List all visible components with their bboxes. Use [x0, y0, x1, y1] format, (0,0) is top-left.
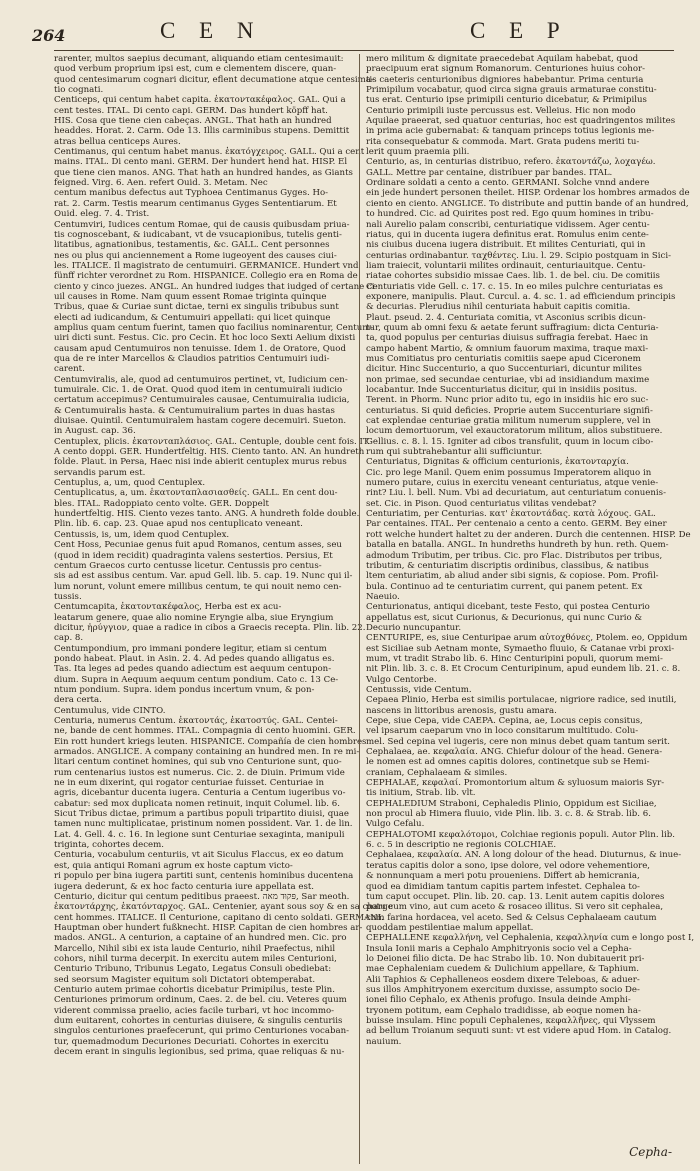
text-line: lum norunt, volunt emere millibus centum, te qui nouit nemo cen- — [54, 581, 342, 592]
text-line: dium. Supra in Aequum aequum centum pondium. Cato c. 13 Ce- — [54, 674, 339, 685]
text-line: nis ciuibus ducena iugera distribuit. Et milites Centuriati, qui in — [366, 240, 646, 251]
text-line: decem erant in singulis legionibus, sed prima, quae reliquas & nu- — [54, 1047, 345, 1057]
text-line: amplius quam centum fuerint, tamen quo facilius nominarentur, Centum- — [54, 322, 374, 333]
text-line: buisse insulam. Hinc populi Cephalenes, κεφαλλῆνες, qui Vlyssem — [366, 1015, 656, 1026]
text-line: CEPHALEDIUM Straboni, Cephaledis Plinio, Oppidum est Siciliae, — [366, 798, 657, 809]
text-line: CEPHALOTOMI κεφαλότομοι, Colchiae regionis populi. Autor Plin. lib. — [366, 829, 676, 840]
text-line: appellatus est, sicut Curionus, & Decurionus, qui nunc Curio & — [366, 612, 643, 623]
text-line: riatae cohortes subsidio missae Caes. lib. 1. de bel. ciu. De comitiis — [366, 271, 660, 282]
text-line: ri populo per bina iugera partiti sunt, centenis hominibus ducentena — [54, 871, 354, 882]
text-line: Naeuio. — [366, 591, 400, 602]
text-line: Centumulus, vide CINTO. — [54, 705, 166, 716]
column-divider — [359, 54, 360, 1164]
text-line: non primae, sed secundae centuriae, vbi ad insidiandum maxime — [366, 374, 650, 385]
text-line: Centurio, dicitur qui centum peditibus praeest. פּקוּד מאה, Sar meoth. — [54, 891, 350, 902]
text-line: headdes. Horat. 2. Carm. Ode 13. Illis carminibus stupens. Demittit — [54, 126, 350, 137]
text-line: carent. — [54, 364, 85, 375]
text-line: HIS. Cosa que tiene cien cabeças. ANGL. That hath an hundred — [54, 116, 332, 127]
text-line: nali Aurelio palam conscribi, centuriatique vidissem. Ager centu- — [366, 219, 650, 230]
text-line: rarenter, multos saepius decumant, aliquando etiam centesimauit: — [54, 54, 344, 64]
text-line: Centumcapita, ἑκατοντακέφαλος, Herba est ex acu- — [54, 602, 282, 613]
text-line: craniam, Cephalaeam & similes. — [366, 767, 508, 778]
text-line: Plin. lib. 6. cap. 23. Quae apud nos centuplicato veneant. — [54, 519, 303, 530]
text-line: ta, quod populus per centurias diuisus suffragia ferebat. Haec in — [366, 333, 649, 344]
text-line: Marcello, Nihil sibi ex ista laude Centurio, nihil Praefectus, nihil — [54, 943, 336, 954]
text-line: dicitur, ἠρύγγιον, quae a radice in cibos a Graecis recepta. Plin. lib. 22. — [54, 622, 366, 633]
text-line: bula. Continuo ad te centuriatim current, qui panem petent. Ex — [366, 581, 643, 592]
text-line: tryonem potitum, eam Cephalo tradidisse, ab eoque nomen ha- — [366, 1005, 641, 1016]
text-line: nauium. — [366, 1036, 402, 1047]
text-line: Plaut. pseud. 2. 4. Centuriata comitia, vt Asconius scribis dicun- — [366, 312, 646, 323]
text-line: mus Comitiatus pro centuriatis comitiis saepe apud Ciceronem — [366, 353, 641, 364]
text-line: Primipilum vocabatur, quod circa signa grauis armaturae constitu- — [366, 85, 657, 96]
text-line: tumuirale. Cic. 1. de Orat. Quod quod item in centumuirali iudicio — [54, 385, 343, 395]
text-line: Aquilae praeerat, sed quatuor centurias, hoc est quadringentos milites — [366, 116, 676, 127]
text-line: quoddam pestilentiae malum appellat. — [366, 922, 534, 933]
text-line: admodum Tributim, per tribus. Cic. pro Flac. Distributos per tribus, — [366, 550, 663, 561]
text-line: GALL. Mettre par centaine, distribuer par bandes. ITAL. — [366, 167, 613, 178]
text-line: feigned. Virg. 6. Aen. refert Ouid. 3. Metam. Nec — [54, 178, 268, 189]
text-line: rita consequebatur & commoda. Mart. Grata pudens meriti tu- — [366, 136, 640, 147]
text-line: est, quia antiqui Romani agrum ex hoste captum victo- — [54, 860, 293, 871]
text-line: mados. ANGL. A centurion, a captaine of an hundred men. Cic. pro — [54, 933, 347, 944]
text-line: & nonnunquam a meri potu proueniens. Differt ab hemicrania, — [366, 871, 640, 882]
page-header — [0, 4, 700, 50]
text-line: leatarum genere, quae alio nomine Eryngie alba, siue Eryngium — [54, 612, 334, 623]
text-line: cent testes. ITAL. Di cento capi. GERM. Das hundert köpff hat. — [54, 105, 328, 116]
text-line: Ouid. eleg. 7. 4. Trist. — [54, 209, 150, 220]
text-line: potu cum vino, aut cum aceto & rosaceo illitus. Si vero sit cephalea, — [366, 902, 664, 913]
text-line: mero militum & dignitate praecedebat Aquilam habebat, quod — [366, 54, 639, 64]
text-line: centum manibus defectus aut Typhoea Centimanus Gyges. Ho- — [54, 188, 329, 199]
text-line: mum, vt tradit Strabo lib. 6. Hinc Centuripini populi, quorum memi- — [366, 653, 663, 664]
text-line: & Centumuiralis hasta. & Centumuiralium partes in duas hastas — [54, 405, 335, 416]
text-line: (quod in idem recidit) quadraginta valens sestertios. Persius, Et — [54, 550, 333, 561]
text-line: pondo habeat. Plaut. in Asin. 2. 4. Ad pedes quando alligatus es. — [54, 653, 335, 664]
text-line: mel. Sed cepina vel iugeris, cere non minus debet quam tantum serit. — [366, 736, 671, 747]
text-line: causam apud Centumuiros non tenuisse. Idem 1. de Oratore, Quod — [54, 343, 346, 354]
text-line: ein jede hundert personen theilet. HISP. Ordenar los hombres armados de — [366, 188, 690, 199]
text-line: Cephalaea, κεφαλαία. AN. A long dolour of the head. Diuturnus, & inue- — [366, 850, 682, 861]
text-line: uil causes in Rome. Nam quum essent Romae triginta quinque — [54, 291, 327, 302]
text-line: cap. 8. — [54, 633, 84, 644]
text-line: dera certa. — [54, 695, 102, 706]
text-line: folde. Plaut. in Persa, Haec nisi inde abierit centuplex murus rebus — [54, 457, 347, 468]
text-line: Centimanus, qui centum habet manus. ἑκατόγχειρος. GALL. Qui a cent — [54, 147, 365, 158]
text-line: centum Graecos curto centusse licetur. Centussis pro centus- — [54, 560, 322, 571]
text-line: tussis. — [54, 591, 82, 602]
text-line: lo Deionei filio dicta. De hac Strabo lib. 10. Non dubitauerit pri- — [366, 953, 645, 964]
text-line: Centumviralis, ale, quod ad centumuiros pertinet, vt, Iudicium cen- — [54, 374, 348, 385]
text-line: sus illos Amphitryonem exercitum duxisse, assumpto socio De- — [366, 984, 640, 995]
text-line: iugera dederunt, & ex hoc facto centuria iure appellata est. — [54, 881, 315, 892]
text-line: sed seorsum Magister equitum soli Dictatori obtemperabat. — [54, 974, 316, 985]
text-line: rint? Liu. l. bell. Num. Vbi ad decuriatum, aut centuriatum conuenis- — [366, 488, 666, 499]
text-line: uiri dicti sunt. Festus. Cic. pro Cecin. Et hoc loco Sexti Aelium dixisti — [54, 333, 356, 344]
text-line: Centuria, vocabulum centuriis, vt ait Siculus Flaccus, ex eo datum — [54, 850, 344, 861]
text-line: in August. cap. 36. — [54, 426, 136, 437]
text-line: ad bellum Troianum sequuti sunt: vt est videre apud Hom. in Catalog. — [366, 1026, 672, 1037]
text-line: Centumviri, Iudices centum Romae, qui de causis quibusdam priua- — [54, 219, 350, 230]
header-rule — [54, 50, 674, 51]
text-line: exponere, manipulis. Plaut. Curcul. a. 4. sc. 1. ad efficiendum principis — [366, 291, 676, 302]
text-line: vel ipsarum caeparum vno in loco consitarum multitudo. Colu- — [366, 726, 639, 737]
text-line: tis initium, Strab. lib. vlt. — [366, 788, 476, 799]
text-line: ntum pondium. Supra. idem pondus incertum vnum, & pon- — [54, 684, 315, 695]
text-line: tum caput occupet. Plin. lib. 20. cap. 13. Lenit autem capitis dolores — [366, 891, 665, 902]
text-line: mains. ITAL. Di cento mani. GERM. Der hundert hend hat. HISP. El — [54, 157, 348, 168]
text-line: nit Plin. lib. 3. c. 8. Et Crocum Centuripinum, apud eundem lib. 21. c. 8. — [366, 664, 681, 675]
text-line: Centussis, vide Centum. — [366, 684, 472, 695]
text-line: numero putare, cuius in exercitu veneant centuriatus, atque venie- — [366, 478, 659, 489]
text-line: riatus, qui in ducenta iugera definitus erat. Romulus enim cente- — [366, 229, 649, 240]
text-line: rott welche hundert haltet zu der anderen. Durch die centennen. HISP. De — [366, 529, 691, 540]
running-head-right: C E P — [470, 18, 569, 43]
text-line: ltem centuriatim, ab aliud ander sibi signis, & copiose. Pom. Profil- — [366, 571, 659, 582]
text-line: rum centenarius iustos est numerus. Cic. 2. de Diuin. Primum vide — [54, 767, 345, 778]
text-line: Centussis, is, um, idem quod Centuplex. — [54, 529, 230, 540]
text-line: singulos centuriones praefecerunt, qui primo Centuriones vocaban- — [54, 1026, 350, 1037]
text-line: Centuriatus, Dignitas & officium centurionis, ἑκατονταρχία. — [366, 457, 629, 468]
text-line: CEPHALLENE κεφαλλήνη, vel Cephalenia, κεφαλληνία cum e longo post I, — [366, 933, 695, 944]
text-line: nes ou plus qui anciennement a Rome iugeoyent des causes ciui- — [54, 250, 337, 261]
text-line: batalla en batalla. ANGL. In hundreths hundreth by hun. reth. Quem- — [366, 540, 669, 551]
running-head-left: C E N — [160, 18, 263, 43]
text-line: cohors, nihil turma decerpit. In exercitu autem miles Centurioni, — [54, 953, 337, 964]
text-line: praecipuum erat signum Romanorum. Centuriones huius cohor- — [366, 64, 646, 75]
text-line: Centuria, numerus Centum. ἑκατοντάς, ἑκατοστύς. GAL. Centei- — [54, 716, 338, 726]
text-line: Cephalaea, ae. κεφαλαία. ANG. Chiefur dolour of the head. Genera- — [366, 747, 663, 758]
text-line: tis cognoscebant, & iudicabant, vt de vsucapionibus, tutelis genti- — [54, 229, 342, 240]
text-line: ne, bande de cent hommes. ITAL. Compagnia di cento huomini. GER. — [54, 726, 356, 737]
text-line: Cent Hoss, Pecuniae genus fuit apud Romanos, centum asses, seu — [54, 540, 342, 551]
text-line: tur, quum ab omni fexu & aetate ferunt suffragium: dicta Centuria- — [366, 322, 659, 333]
text-line: in prima acie gubernabat: & tanquam princeps totius legionis me- — [366, 126, 655, 137]
text-line: Hauptman ober hundert fußknecht. HISP. Capitan de cien hombres ar- — [54, 922, 363, 933]
text-line: to hundred. Cic. ad Quirites post red. Ego quum homines in tribu- — [366, 209, 654, 220]
text-line: dicitur. Hinc Succenturio, a quo Succenturiari, dicuntur milites — [366, 364, 642, 375]
text-line: certatum accepimus? Centumuirales causae, Centumuiralia iudicia, — [54, 395, 350, 406]
text-line: triginta, cohortes decem. — [54, 840, 164, 851]
text-line: set. Cic. in Pison. Quod centuriatus vilitas vendebat? — [366, 498, 597, 509]
text-line: A cento doppi. GER. Hundertfeltig. HIS. Ciento tanto. AN. An hundreth — [54, 447, 365, 458]
text-line: est Siciliae sub Aetnam monte, Symaetho fluuio, & Catanae vrbi proxi- — [366, 643, 675, 654]
text-line: electi ad iudicandum, & Centumuiri appellati: qui licet quinque — [54, 312, 331, 323]
text-line: mae Cephaleniam cuedem & Dulichium appellare, & Taphium. — [366, 964, 640, 975]
text-line: CEPHALAE, κεφαλαί. Promontorium altum & syluosum maioris Syr- — [366, 778, 665, 789]
text-line: les. ITALICE. Il magistrato de centumuiri. GERMANICE. Hundert vnd — [54, 260, 359, 271]
text-line: tamen nunc multiplicatae, pristinum nomen possident. Var. 1. de lin. — [54, 819, 353, 830]
text-line: lerit quum praemia pili. — [366, 147, 470, 158]
text-line: Ordinare soldati a cento a cento. GERMANI. Solche vnnd andere — [366, 178, 650, 189]
text-line: nascens in littoribus arenosis, gustu amara. — [366, 705, 557, 716]
text-line: litatibus, agnationibus, testamentis, &c. GALL. Cent personnes — [54, 240, 330, 251]
text-line: Centurio autem primae cohortis dicebatur Primipilus, teste Plin. — [54, 984, 335, 995]
text-line: Centurio, as, in centurias distribuo, refero. ἑκατοντάζω, λοχαγέω. — [366, 157, 656, 168]
text-line: 6. c. 5 in descriptio ne regionis COLCHIAE. — [366, 840, 557, 851]
text-line: Gellius. c. 8. l. 15. Igniter ad cibos transfulit, quum in locum cibo- — [366, 436, 654, 447]
text-line: Centuriones primorum ordinum, Caes. 2. de bel. ciu. Veteres quum — [54, 995, 347, 1006]
text-line: tributim, & centuriatim discriptis ordinibus, classibus, & natibus — [366, 560, 649, 571]
page-number: 264 — [32, 26, 66, 45]
text-line: armados. ANGLICE. A company containing an hundred men. In re mi- — [54, 747, 360, 758]
text-line: atras bellua centiceps Aures. — [54, 136, 181, 147]
catchword: Cepha- — [629, 1145, 672, 1159]
text-line: Lat. 4. Gell. 4. c. 16. In legione sunt Centuriae sexaginta, manipuli — [54, 829, 345, 840]
text-line: Centuriatis vide Gell. c. 17. c. 15. In eo miles pulchre centuriatas es — [366, 281, 663, 292]
text-line: que tiene cien manos. ANG. That hath an hundred handes, as Giants — [54, 167, 353, 178]
text-line: Centiceps, qui centum habet capita. ἑκατοντακέφαλος. GAL. Qui a — [54, 95, 346, 106]
text-line: Centumpondium, pro immani pondere legitur, etiam si centum — [54, 643, 327, 654]
text-line: quod ea dimidiam tantum capitis partem infestet. Cephalea to- — [366, 881, 640, 892]
text-line: locabantur. Inde Succenturiatus dicitur, qui in insidiis positus. — [366, 385, 638, 395]
text-line: & decurias. Plerudius nihil centuriata habuit capitis comitia. — [366, 302, 631, 313]
text-line: Tas. Ita leges ad pedes quando adiectum est aequum centupon- — [54, 664, 332, 675]
text-line: Sicut Tribus dictae, primum a partibus populi tripartito diuisi, quae — [54, 809, 349, 820]
text-line: Vulgo Centorbe. — [366, 674, 437, 685]
text-line: ἑκατοντάρχης, ἑκατόνταρχος. GAL. Centenier, ayant sous soy & en sa charge — [54, 902, 393, 913]
text-line: Insula Ionii maris a Cephalo Amphitryonis socio vel a Cepha- — [366, 943, 632, 954]
text-line: centuriatus. Si quid deficies. Proprie autem Succenturiare signifi- — [366, 405, 653, 416]
text-line: Decurio nuncupantur. — [366, 622, 462, 633]
text-line: tis caeteris centurionibus digniores habebantur. Prima centuria — [366, 74, 644, 85]
text-line: cat explendae centuriae gratia militum numerum supplere, vel in — [366, 416, 651, 427]
text-line: non procul ab Himera fluuio, vide Plin. lib. 3. c. 8. & Strab. lib. 6. — [366, 809, 651, 820]
text-line: locum demortuorum, vel exauctoratorum militum, alios substituere. — [366, 426, 663, 437]
text-line: sis ad est assibus centum. Var. apud Gell. lib. 5. cap. 19. Nunc qui il- — [54, 571, 353, 582]
text-line: viderent commissa praelio, acies facile turbari, vt hoc incommo- — [54, 1005, 335, 1016]
text-line: quod centesimarum cognari dicitur, eflent decumatione atque centesima- — [54, 74, 374, 85]
text-line: hundertfeltig. HIS. Ciento vezes tanto. ANG. A hundreth folde double. — [54, 509, 360, 520]
text-line: Centuriatim, per Centurias. κατ' ἑκατοντάδας. κατὰ λόχους. GAL. — [366, 509, 656, 520]
text-line: Centuplus, a, um, quod Centuplex. — [54, 478, 206, 489]
text-line: CENTURIPE, es, siue Centuripae arum αὐτοχθόνες, Ptolem. eo, Oppidum — [366, 633, 688, 644]
text-line: Tribus, quae & Curiae sunt dictae, terni ex singulis tribubus sunt — [54, 302, 339, 313]
text-line: cent hommes. ITALICE. Il Centurione, capitano di cento soldati. GERMANI. — [54, 912, 384, 923]
text-line: tus erat. Centurio ipse primipili centurio dicebatur, & Primipilus — [366, 95, 647, 106]
text-line: dum euitarent, cohortes in centurias diuisere, & singulis centuriis — [54, 1015, 343, 1026]
text-line: Par centaines. ITAL. Per centenaio a cento a cento. GERM. Bey einer — [366, 519, 667, 530]
text-line: fünff richter verordnet zu Rom. HISPANICE. Collegio era en Roma de — [54, 271, 358, 282]
text-line: Centurio Tribuno, Tribunus Legato, Legatus Consuli obediebat: — [54, 964, 332, 975]
text-line: Cepaea Plinio, Herba est similis portulacae, nigriore radice, sed inutili, — [366, 695, 677, 706]
text-line: diuisae. Quintil. Centumuiralem hastam cogere decemuiri. Sueton. — [54, 416, 347, 427]
right-column — [366, 54, 695, 1164]
text-line: Vulgo Cefalu. — [366, 819, 425, 830]
text-line: centurias ordinabantur. ταχθέντες. Liu. l. 29. Scipio postquam in Sici- — [366, 250, 671, 261]
text-line: teratus capitis dolor a sono, ipse dolore, vel odore vehementiore, — [366, 860, 651, 871]
text-line: Alii Taphios & Cephalleneos eosdem dixere Teleboas, & aduer- — [366, 974, 640, 985]
text-line: Centurio primipili iuste percussus est. Velleius. Hic non modo — [366, 105, 636, 116]
text-line: rat. 2. Carm. Testis mearum centimanus Gyges Sententiarum. Et — [54, 198, 337, 209]
text-line: cum farina hordacea, vel aceto. Sed & Celsus Cephalaeam cautum — [366, 912, 657, 923]
text-line: ciento en ciento. ANGLICE. To distribute and puttin bande of an hundred, — [366, 198, 689, 209]
text-line: litari centum continet homines, qui sub vno Centurione sunt, quo- — [54, 757, 342, 768]
text-line: rum qui subtrahebantur alii sufficiuntur. — [366, 447, 543, 458]
text-line: Centuplex, plicis. ἑκατονταπλάσιος. GAL. Centuple, double cent fois. IT. — [54, 436, 371, 447]
text-line: ionei filio Cephalo, ex Athenis profugo. Insula deinde Amphi- — [366, 995, 631, 1006]
text-line: ciento y cinco juezes. ANGL. An hundred iudges that iudged of certane ci- — [54, 281, 378, 292]
text-line: agris, dicebantur ducenta iugera. Centuria a Centum iugeribus vo- — [54, 788, 346, 799]
text-line: Cic. pro lege Manil. Quem enim possumus Imperatorem aliquo in — [366, 467, 652, 478]
text-line: ne in eum dixerint, qui rogator centuriae fuisset. Centuriae in — [54, 778, 325, 789]
text-line: qua de re inter Marcellos & Claudios patritios Centumuiri iudi- — [54, 353, 330, 364]
text-line: Centurionatus, antiqui dicebant, teste Festo, qui postea Centurio — [366, 602, 650, 613]
text-line: Cepe, siue Cepa, vide CAEPA. Cepina, ae, Locus cepis consitus, — [366, 716, 643, 726]
text-line: tio cognati. — [54, 85, 104, 96]
text-line: bles. ITAL. Radoppiato cento volte. GER. Doppelt — [54, 498, 269, 509]
text-line: quod verbum proprium ipsi est, cum e clementem discere, quan- — [54, 64, 337, 75]
text-line: Terent. in Phorm. Nunc prior adito tu, ego in insidiis hic ero suc- — [366, 395, 649, 406]
text-line: tur, quemadmodum Decuriones Decuriati. Cohortes in exercitu — [54, 1036, 329, 1047]
text-line: campo habent Martio, & omnium fauorum maxima, traque maxi- — [366, 343, 649, 354]
text-line: Centuplicatus, a, um. ἑκατονταπλασιασθείς. GALL. En cent dou- — [54, 488, 338, 499]
text-line: liam traiecit, voluntarii milites ordinauit, centuriauitque. Centu- — [366, 260, 646, 271]
text-line: Ein rott hundert kriegs leuten. HISPANICE. Compañía de cien hombres — [54, 736, 367, 747]
text-line: le nomen est ad omnes capitis dolores, continetque sub se Hemi- — [366, 757, 650, 768]
text-line: servandis parum est. — [54, 467, 146, 478]
text-line: cabatur: sed mox duplicata nomen retinuit, inquit Columel. lib. 6. — [54, 798, 340, 809]
